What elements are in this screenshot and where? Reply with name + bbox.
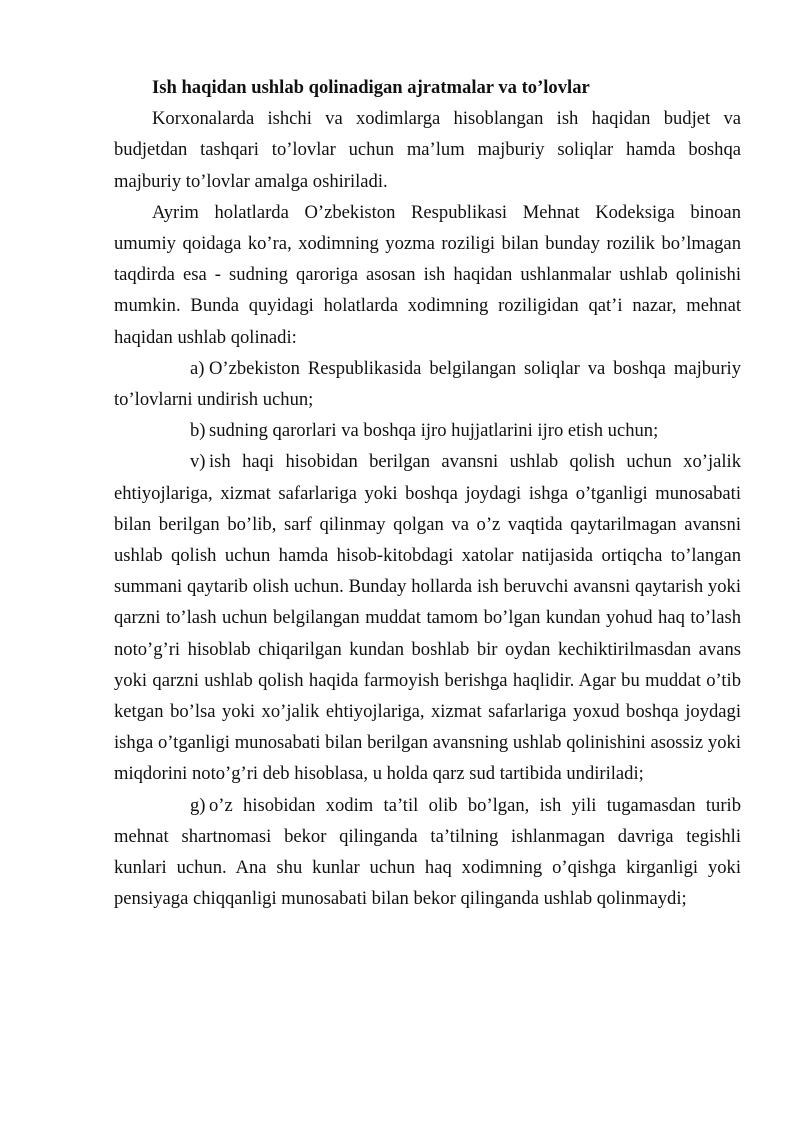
list-item-v [114,446,741,789]
list-marker: b) [190,420,206,442]
paragraph-intro: Korxonalarda ishchi va xodimlarga hisoblangan ish haqidan budjet va budjetdan tashqari to’lovlar uchun ma’lum majburiy soliqlar hamda boshqa majburiy to’lovlar amalga oshiriladi. [114,108,741,192]
list-item-g [114,790,741,915]
list-item-b [114,415,741,446]
list-item-text: o’z hisobidan xodim ta’til olib bo’lgan, ish yili tugamasdan turib mehnat shartnomasi bekor qilinganda ta’tilning ishlanmagan davriga tegishli kunlari uchun. Ana shu kunlar uchun haq xodimning o’qishga kirganligi yoki pensiyaga chiqqanligi munosabati bilan bekor qilinganda ushlab qolinmaydi; [114,794,741,910]
list-item-text: sudning qarorlari va boshqa ijro hujjatlarini ijro etish uchun; [209,420,659,442]
list-item-text: ish haqi hisobidan berilgan avansni ushlab qolish uchun xo’jalik ehtiyojlariga, xizmat safarlariga yoki boshqa joydagi ishga o’tganligi munosabati bilan berilgan bo’lib, sarf qilinmay qolgan va o’z vaqtida qaytarilmagan avansni ushlab qolish uchun hamda hisob-kitobdagi xatolar natijasida ortiqcha to’langan summani qaytarib olish uchun. Bunday hollarda ish beruvchi avansni qaytarish yoki qarzni to’lash uchun belgilangan muddat tamom bo’lgan kundan yohud haq to’lash noto’g’ri hisoblab chiqarilgan kundan boshlab bir oydan kechiktirilmasdan avans yoki qarzni ushlab qolish haqida farmoyish berishga haqlidir. Agar bu muddat o’tib ketgan bo’lsa yoki xo’jalik ehtiyojlariga, xizmat safarlariga yoxud boshqa joydagi ishga o’tganligi munosabati bilan berilgan avansning ushlab qolinishini asossiz yoki miqdorini noto’g’ri deb hisoblasa, u holda qarz sud tartibida undiriladi; [114,451,741,785]
list-item-text: O’zbekiston Respublikasida belgilangan soliqlar va boshqa majburiy to’lovlarni undirish uchun; [114,357,741,411]
list-item-a [114,353,741,415]
paragraph-conditions: Ayrim holatlarda O’zbekiston Respublikasi Mehnat Kodeksiga binoan umumiy qoidaga ko’ra, xodimning yozma roziligi bilan bunday rozilik bo’lmagan taqdirda esa - sudning qaroriga asosan ish haqidan ushlanmalar ushlab qolinishi mumkin. Bunda quyidagi holatlarda xodimning roziligidan qat’i nazar, mehnat haqidan ushlab qolinadi: [114,201,741,348]
document-body [114,72,741,914]
list-marker: v) [190,451,206,473]
list-marker: a) [190,357,205,379]
list-marker: g) [190,794,206,816]
section-heading: Ish haqidan ushlab qolinadigan ajratmalar va to’lovlar [152,77,590,98]
